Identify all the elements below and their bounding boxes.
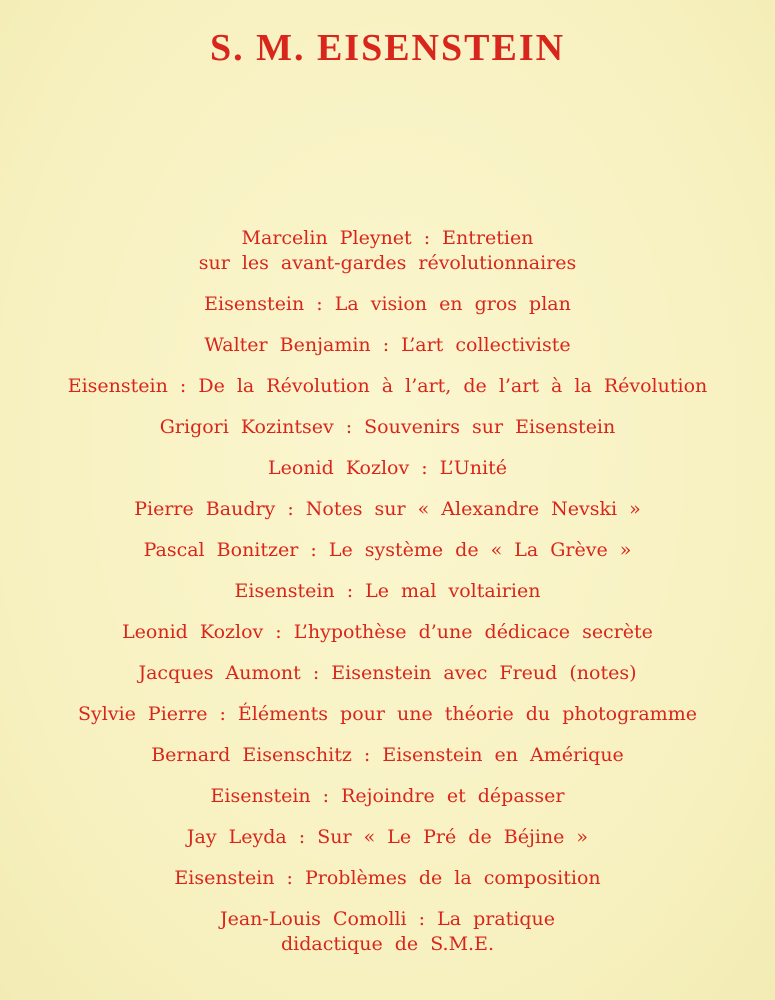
contents-entry: [0, 292, 775, 317]
contents-entry: [0, 374, 775, 399]
entry-line: Eisenstein : Problèmes de la composition: [174, 867, 601, 889]
entry-line: Walter Benjamin : L’art collectiviste: [204, 334, 571, 356]
entry-line: Eisenstein : De la Révolution à l’art, de l’art à la Révolution: [67, 375, 708, 397]
entry-line: didactique de S.M.E.: [281, 933, 494, 955]
entry-line: Jean-Louis Comolli : La pratique: [219, 908, 556, 930]
entry-line: Bernard Eisenschitz : Eisenstein en Amérique: [151, 744, 624, 766]
contents-list: [0, 226, 775, 973]
contents-entry: [0, 456, 775, 481]
entry-line: Leonid Kozlov : L’hypothèse d’une dédicace secrète: [122, 621, 653, 643]
contents-entry: [0, 825, 775, 850]
entry-line: Pascal Bonitzer : Le système de « La Grève »: [143, 539, 632, 561]
contents-entry: [0, 333, 775, 358]
entry-line: Jay Leyda : Sur « Le Pré de Béjine »: [186, 826, 589, 848]
contents-entry: [0, 907, 775, 957]
contents-entry: [0, 743, 775, 768]
contents-entry: [0, 497, 775, 522]
entry-line: Grigori Kozintsev : Souvenirs sur Eisenstein: [159, 416, 616, 438]
entry-line: Eisenstein : Le mal voltairien: [234, 580, 541, 602]
contents-entry: [0, 866, 775, 891]
entry-line: Sylvie Pierre : Éléments pour une théorie du photogramme: [78, 703, 697, 725]
contents-entry: [0, 226, 775, 276]
contents-entry: [0, 415, 775, 440]
contents-entry: [0, 620, 775, 645]
contents-entry: [0, 579, 775, 604]
entry-line: Eisenstein : Rejoindre et dépasser: [210, 785, 565, 807]
contents-entry: [0, 661, 775, 686]
entry-line: Leonid Kozlov : L’Unité: [268, 457, 507, 479]
contents-entry: [0, 538, 775, 563]
page-title: S. M. EISENSTEIN: [209, 27, 566, 69]
entry-line: Eisenstein : La vision en gros plan: [204, 293, 571, 315]
contents-entry: [0, 702, 775, 727]
entry-line: sur les avant-gardes révolutionnaires: [198, 252, 577, 274]
entry-line: Pierre Baudry : Notes sur « Alexandre Nevski »: [134, 498, 641, 520]
contents-entry: [0, 784, 775, 809]
entry-line: Jacques Aumont : Eisenstein avec Freud (notes): [138, 662, 637, 684]
entry-line: Marcelin Pleynet : Entretien: [241, 227, 534, 249]
